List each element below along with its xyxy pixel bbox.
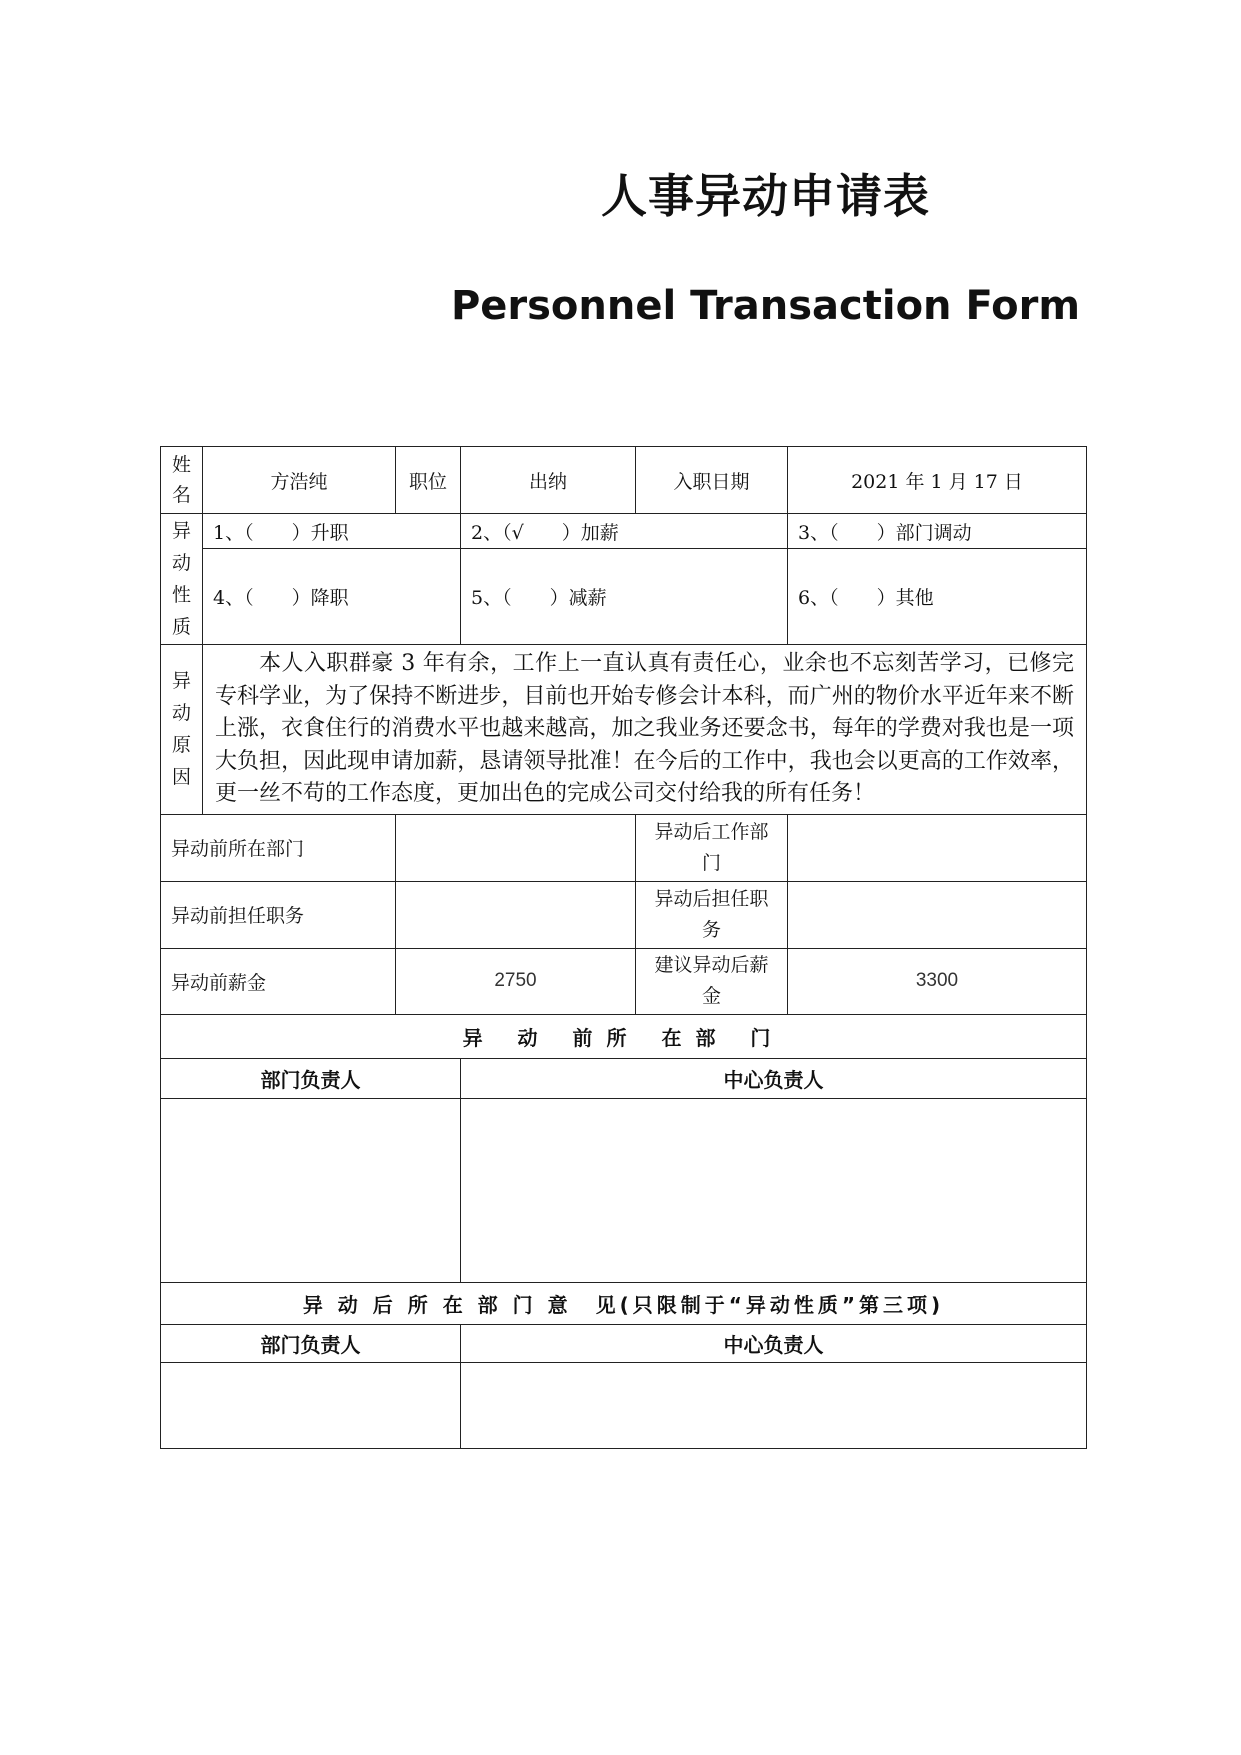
approval-before-center-head-field[interactable] bbox=[461, 1098, 1087, 1282]
nature-option-other[interactable]: 6、（ ）其他 bbox=[788, 549, 1087, 645]
nature-option-pay-cut[interactable]: 5、（ ）减薪 bbox=[461, 549, 788, 645]
approval-before-dept-head-field[interactable] bbox=[161, 1098, 461, 1282]
nature-option-transfer[interactable]: 3、（ ）部门调动 bbox=[788, 514, 1087, 549]
salary-before-value[interactable]: 2750 bbox=[396, 948, 636, 1014]
name-label: 姓名 bbox=[161, 447, 203, 514]
duty-after-label: 异动后担任职务 bbox=[636, 881, 788, 948]
approval-before-header: 异 动 前所 在部 门 bbox=[161, 1014, 1087, 1058]
duty-before-label: 异动前担任职务 bbox=[161, 881, 396, 948]
salary-after-value[interactable]: 3300 bbox=[788, 948, 1087, 1014]
nature-label: 异动性质 bbox=[161, 514, 203, 645]
position-value[interactable]: 出纳 bbox=[461, 447, 636, 514]
reason-label: 异动原因 bbox=[161, 645, 203, 815]
dept-before-label: 异动前所在部门 bbox=[161, 814, 396, 881]
duty-after-value[interactable] bbox=[788, 881, 1087, 948]
approval-after-header: 异 动 后 所 在 部 门 意 见(只限制于“异动性质”第三项) bbox=[161, 1282, 1087, 1324]
form-title-english: Personnel Transaction Form bbox=[450, 283, 1081, 329]
name-value[interactable]: 方浩纯 bbox=[203, 447, 396, 514]
nature-option-demotion[interactable]: 4、（ ）降职 bbox=[203, 549, 461, 645]
salary-after-label: 建议异动后薪金 bbox=[636, 948, 788, 1014]
position-label: 职位 bbox=[396, 447, 461, 514]
personnel-transaction-table bbox=[160, 446, 1087, 1449]
reason-text[interactable]: 本人入职群豪 3 年有余，工作上一直认真有责任心，业余也不忘刻苦学习，已修完专科学业，为了保持不断进步，目前也开始专修会计本科，而广州的物价水平近年来不断上涨，衣食住行的消费水平也越来越高，加之我业务还要念书，每年的学费对我也是一项大负担，因此现申请加薪，恳请领导批准！在今后的工作中，我也会以更高的工作效率，更一丝不苟的工作态度，更加出色的完成公司交付给我的所有任务！ bbox=[203, 645, 1087, 815]
hire-date-label: 入职日期 bbox=[636, 447, 788, 514]
dept-before-value[interactable] bbox=[396, 814, 636, 881]
approval-after-center-head-field[interactable] bbox=[461, 1362, 1087, 1448]
approval-before-center-head-label: 中心负责人 bbox=[461, 1058, 1087, 1098]
dept-after-value[interactable] bbox=[788, 814, 1087, 881]
dept-after-label: 异动后工作部门 bbox=[636, 814, 788, 881]
approval-before-dept-head-label: 部门负责人 bbox=[161, 1058, 461, 1098]
form-title-chinese: 人事异动申请表 bbox=[601, 169, 930, 223]
duty-before-value[interactable] bbox=[396, 881, 636, 948]
approval-after-dept-head-label: 部门负责人 bbox=[161, 1324, 461, 1362]
approval-after-dept-head-field[interactable] bbox=[161, 1362, 461, 1448]
nature-option-raise[interactable]: 2、（√ ）加薪 bbox=[461, 514, 788, 549]
salary-before-label: 异动前薪金 bbox=[161, 948, 396, 1014]
nature-option-promotion[interactable]: 1、（ ）升职 bbox=[203, 514, 461, 549]
approval-after-center-head-label: 中心负责人 bbox=[461, 1324, 1087, 1362]
hire-date-value[interactable]: 2021 年 1 月 17 日 bbox=[788, 447, 1087, 514]
